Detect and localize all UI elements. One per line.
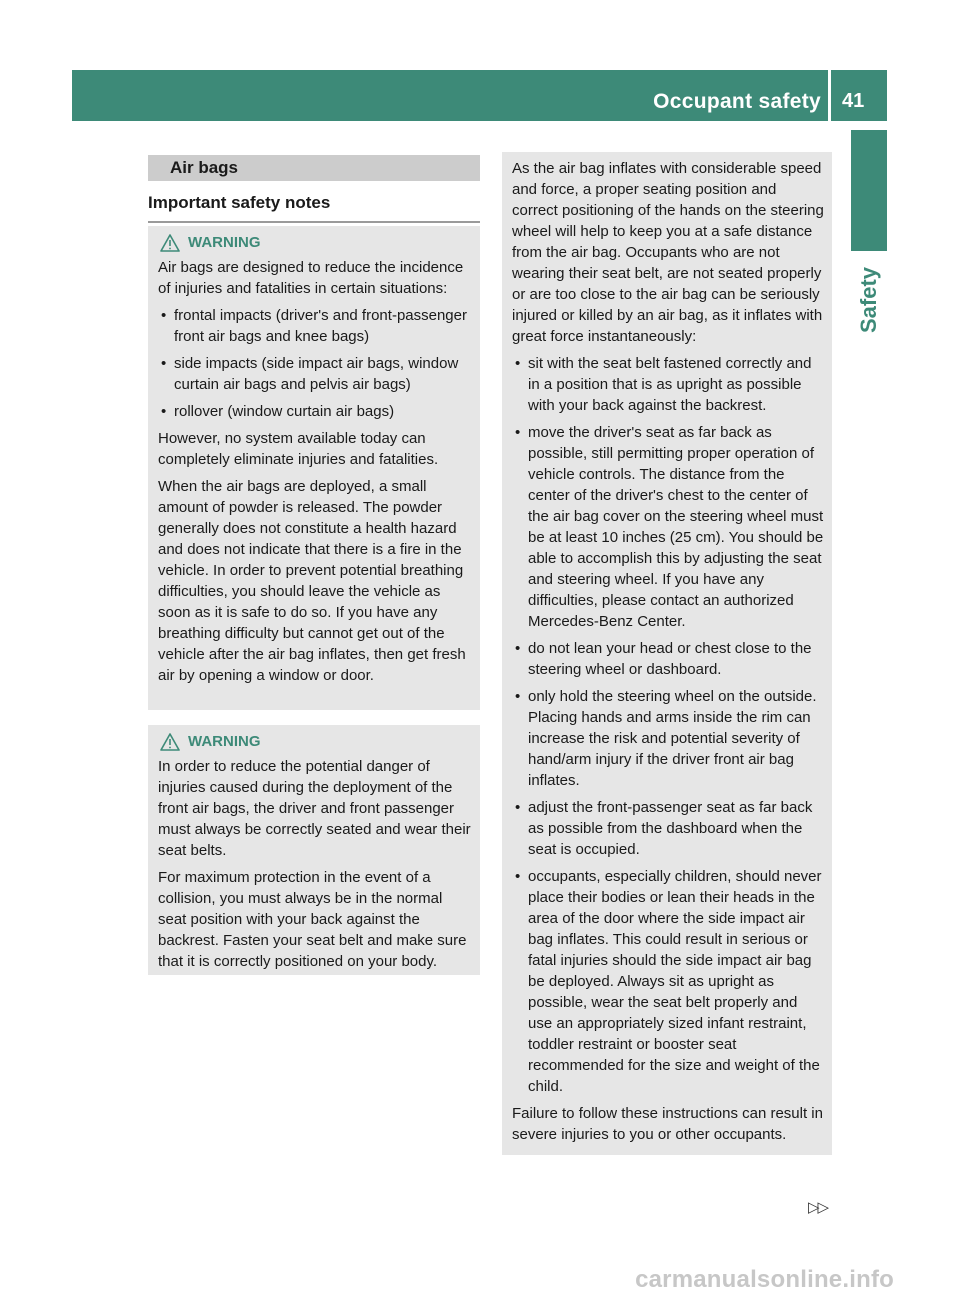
list-item: • sit with the seat belt fastened correctly and in a position that is as upright as possible with your back against the backrest. <box>512 353 824 416</box>
warning-paragraph: In order to reduce the potential danger of injuries caused during the deployment of the front air bags, the driver and front passenger must always be correctly seated and wear their seat belts. <box>158 758 471 859</box>
warning-label: WARNING <box>188 234 261 251</box>
section-heading: Air bags <box>148 155 480 181</box>
instructions-outro: Failure to follow these instructions can result in severe injuries to you or other occupants. <box>512 1105 823 1143</box>
section-tab-block <box>851 130 887 251</box>
warning-triangle-icon <box>160 733 180 751</box>
warning-paragraph: When the air bags are deployed, a small amount of powder is released. The powder generally does not constitute a health hazard and does not indicate that there is a fire in the vehicle. In order to prevent potential breathing difficulties, you should leave the vehicle as soon as it is safe to do so. If you have any breathing difficulty but cannot get out of the vehicle after the air bag inflates, then get fresh air by opening a window or door. <box>158 478 466 684</box>
instructions-intro: As the air bag inflates with considerable speed and force, a proper seating position and correct positioning of the hands on the steering wheel will help to keep you at a safe distance from the air bag. Occupants who are not wearing their seat belt, are not seated properly or are too close to the air bag can be seriously injured or killed by an air bag, as it inflates with great force instantaneously: <box>512 160 824 345</box>
section-tab-label: Safety <box>856 266 881 334</box>
page-number: 41 <box>842 90 865 112</box>
instructions-list <box>512 353 824 1097</box>
list-item: • only hold the steering wheel on the outside. Placing hands and arms inside the rim can increase the risk and potential severity of hand/arm injury if the driver front air bag inflates. <box>512 686 824 791</box>
footer-watermark: carmanualsonline.info <box>635 1266 894 1293</box>
warning-paragraph: For maximum protection in the event of a collision, you must always be in the normal seat position with your back against the backrest. Fasten your seat belt and make sure that it is correctly positioned on your body. <box>158 869 467 970</box>
warning-box-seating <box>148 725 480 975</box>
list-item: • do not lean your head or chest close to the steering wheel or dashboard. <box>512 638 824 680</box>
header-bar <box>72 70 887 121</box>
impact-list <box>158 305 472 422</box>
list-item: • adjust the front-passenger seat as far back as possible from the dashboard when the seat is occupied. <box>512 797 824 860</box>
list-item: • rollover (window curtain air bags) <box>158 401 472 422</box>
warning-label: WARNING <box>188 733 261 750</box>
warning-intro: Air bags are designed to reduce the incidence of injuries and fatalities in certain situations: <box>158 259 464 297</box>
warning-paragraph: However, no system available today can completely eliminate injuries and fatalities. <box>158 430 439 468</box>
list-item: • side impacts (side impact air bags, window curtain air bags and pelvis air bags) <box>158 353 472 395</box>
warning-triangle-icon <box>160 234 180 252</box>
subsection-heading: Important safety notes <box>148 193 480 223</box>
continued-arrows-icon: ▷▷ <box>808 1199 828 1216</box>
list-item: • move the driver's seat as far back as possible, still permitting proper operation of vehicle controls. The distance from the center of the driver's chest to the center of the air bag cover on the steering wheel must be at least 10 inches (25 cm). You should be able to accomplish this by adjusting the seat and steering wheel. If you have any difficulties, please contact an authorized Mercedes-Benz Center. <box>512 422 824 632</box>
list-item: • occupants, especially children, should never place their bodies or lean their heads in the area of the door where the side impact air bag inflates. This could result in serious or fatal injuries should the side impact air bag be deployed. Always sit as upright as possible, wear the seat belt properly and use an appropriately sized infant restraint, toddler restraint or booster seat recommended for the size and weight of the child. <box>512 866 824 1097</box>
chapter-title: Occupant safety <box>653 90 821 113</box>
seating-instructions-box <box>502 152 832 1155</box>
warning-header <box>158 232 472 253</box>
warning-header <box>158 731 472 752</box>
header-divider <box>828 70 831 121</box>
warning-box-air-bags <box>148 226 480 710</box>
list-item: • frontal impacts (driver's and front-passenger front air bags and knee bags) <box>158 305 472 347</box>
